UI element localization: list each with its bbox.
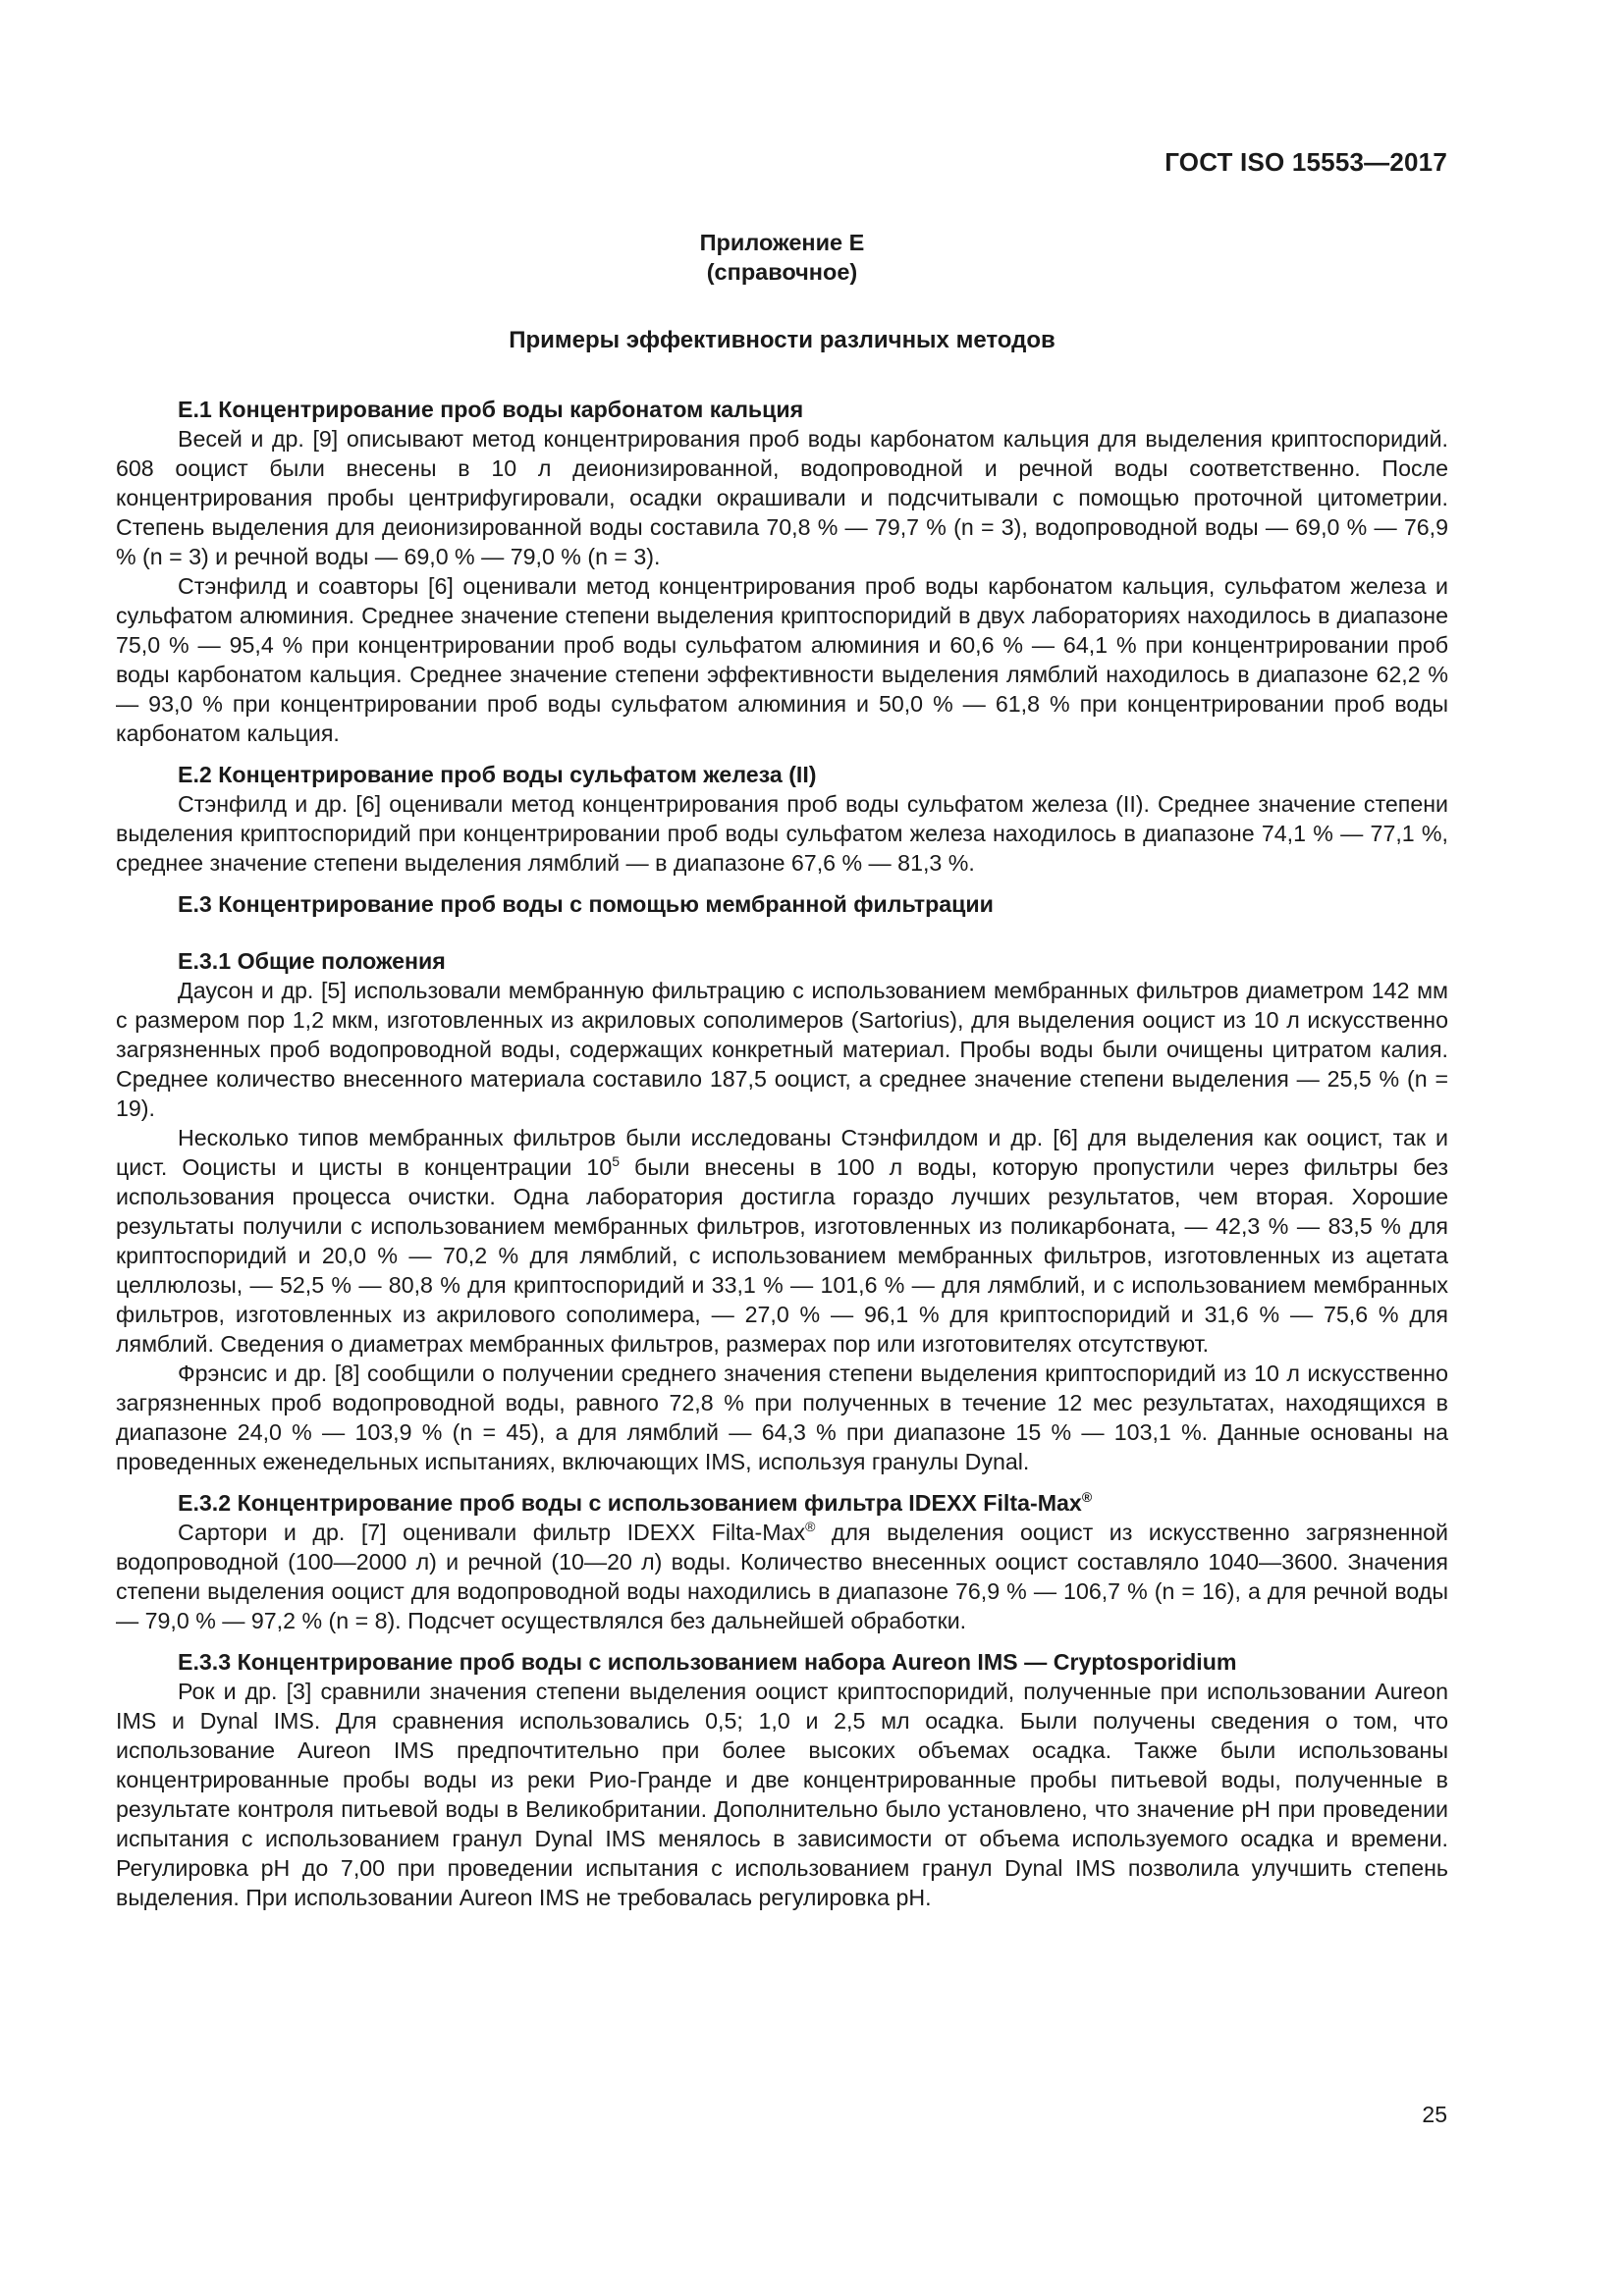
subsection-heading-e31: Е.3.1 Общие положения <box>178 948 446 974</box>
text-run: для выделения ооцист из искусственно загрязненной водопроводной (100—2000 л) и речной (10—20 л) воды. Количество внесенных ооцист составляло 1040—3600. Значения степени выделения ооцист для водопроводной воды находились в диапазоне 76,9 % — 106,7 % (n = 16), а для речной воды — 79,0 % — 97,2 % (n = 8). Подсчет осуществлялся без дальнейшей обработки. <box>116 1520 1448 1633</box>
paragraph <box>116 1518 1448 1635</box>
page-content <box>116 228 1448 1912</box>
appendix-label: Приложение Е <box>699 230 865 255</box>
section-heading-e1: Е.1 Концентрирование проб воды карбонатом кальция <box>178 397 804 422</box>
registered-mark: ® <box>1081 1489 1093 1505</box>
appendix-title: Примеры эффективности различных методов <box>509 327 1056 353</box>
paragraph: Рок и др. [3] сравнили значения степени выделения ооцист криптоспоридий, полученные при использовании Aureon IMS и Dynal IMS. Для сравнения использовались 0,5; 1,0 и 2,5 мл осадка. Были получены сведения о том, что использование Aureon IMS предпочтительно при более высоких объемах осадка. Также были использованы концентрированные пробы воды из реки Рио-Гранде и две концентрированные пробы питьевой воды, полученные в результате контроля питьевой воды в Великобритании. Дополнительно было установлено, что значение рН при проведении испытания с использованием гранул Dynal IMS менялось в зависимости от объема используемого осадка и времени. Регулировка рН до 7,00 при проведении испытания с использованием гранул Dynal IMS позволила улучшить степень выделения. При использовании Aureon IMS не требовалась регулировка рН. <box>116 1679 1448 1910</box>
text-run: Сартори и др. [7] оценивали фильтр IDEXX Filta-Max <box>178 1520 806 1545</box>
paragraph <box>116 1123 1448 1359</box>
paragraph: Даусон и др. [5] использовали мембранную фильтрацию с использованием мембранных фильтров диаметром 142 мм с размером пор 1,2 мкм, изготовленных из акриловых сополимеров (Sartorius), для выделения ооцист из 10 л искусственно загрязненных проб водопроводной воды, содержащих конкретный материал. Пробы воды были очищены цитратом калия. Среднее количество внесенного материала составило 187,5 ооцист, а среднее значение степени выделения — 25,5 % (n = 19). <box>116 978 1448 1121</box>
superscript: 5 <box>612 1153 621 1169</box>
text-run: были внесены в 100 л воды, которую пропустили через фильтры без использования процесса очистки. Одна лаборатория достигла гораздо лучших результатов, чем вторая. Хорошие результаты получили с использованием мембранных фильтров, изготовленных из поликарбоната, — 42,3 % — 83,5 % для криптоспоридий и 20,0 % — 70,2 % для лямблий, с использованием мембранных фильтров, изготовленных из ацетата целлюлозы, — 52,5 % — 80,8 % для криптоспоридий и 33,1 % — 101,6 % — для лямблий, и с использованием мембранных фильтров, изготовленных из акрилового сополимера, — 27,0 % — 96,1 % для криптоспоридий и 31,6 % — 75,6 % для лямблий. Сведения о диаметрах мембранных фильтров, размерах пор или изготовителях отсутствуют. <box>116 1154 1448 1357</box>
paragraph: Стэнфилд и соавторы [6] оценивали метод концентрирования проб воды карбонатом кальция, сульфатом железа и сульфатом алюминия. Среднее значение степени выделения криптоспоридий в двух лабораториях находилось в диапазоне 75,0 % — 95,4 % при концентрировании проб воды сульфатом алюминия и 60,6 % — 64,1 % при концентрировании проб воды карбонатом кальция. Среднее значение степени эффективности выделения лямблий находилось в диапазоне 62,2 % — 93,0 % при концентрировании проб воды сульфатом алюминия и 50,0 % — 61,8 % при концентрировании проб воды карбонатом кальция. <box>116 573 1448 746</box>
paragraph: Весей и др. [9] описывают метод концентрирования проб воды карбонатом кальция для выделения криптоспоридий. 608 ооцист были внесены в 10 л деионизированной, водопроводной и речной воды соответственно. После концентрирования пробы центрифугировали, осадки окрашивали и подсчитывали с помощью проточной цитометрии. Степень выделения для деионизированной воды составила 70,8 % — 79,7 % (n = 3), водопроводной воды — 69,0 % — 76,9 % (n = 3) и речной воды — 69,0 % — 79,0 % (n = 3). <box>116 426 1448 569</box>
text-run: Несколько типов мембранных фильтров были исследованы Стэнфилдом и др. [6] для выделения как ооцист, так и цист. Ооцисты и цисты в концентрации 10 <box>116 1125 1448 1180</box>
section-heading-e2: Е.2 Концентрирование проб воды сульфатом железа (II) <box>178 762 817 787</box>
registered-mark: ® <box>805 1519 816 1534</box>
page-number: 25 <box>1422 2102 1447 2127</box>
paragraph: Стэнфилд и др. [6] оценивали метод концентрирования проб воды сульфатом железа (II). Среднее значение степени выделения криптоспоридий при концентрировании проб воды сульфатом железа находилось в диапазоне 74,1 % — 77,1 %, среднее значение степени выделения лямблий — в диапазоне 67,6 % — 81,3 %. <box>116 791 1448 876</box>
appendix-type: (справочное) <box>706 259 858 285</box>
subsection-heading-e33: Е.3.3 Концентрирование проб воды с использованием набора Aureon IMS — Cryptosporidium <box>178 1649 1237 1675</box>
section-heading-e3: Е.3 Концентрирование проб воды с помощью мембранной фильтрации <box>178 891 994 917</box>
document-id-header: ГОСТ ISO 15553—2017 <box>1164 147 1447 177</box>
heading-text: Е.3.2 Концентрирование проб воды с использованием фильтра IDEXX Filta-Max <box>178 1490 1082 1516</box>
subsection-heading-e32 <box>116 1488 1448 1518</box>
paragraph: Фрэнсис и др. [8] сообщили о получении среднего значения степени выделения криптоспоридий из 10 л искусственно загрязненных проб водопроводной воды, равного 72,8 % при полученных в течение 12 мес результатах, находящихся в диапазоне 24,0 % — 103,9 % (n = 45), а для лямблий — 64,3 % при диапазоне 15 % — 103,1 %. Данные основаны на проведенных еженедельных испытаниях, включающих IMS, используя гранулы Dynal. <box>116 1361 1448 1474</box>
